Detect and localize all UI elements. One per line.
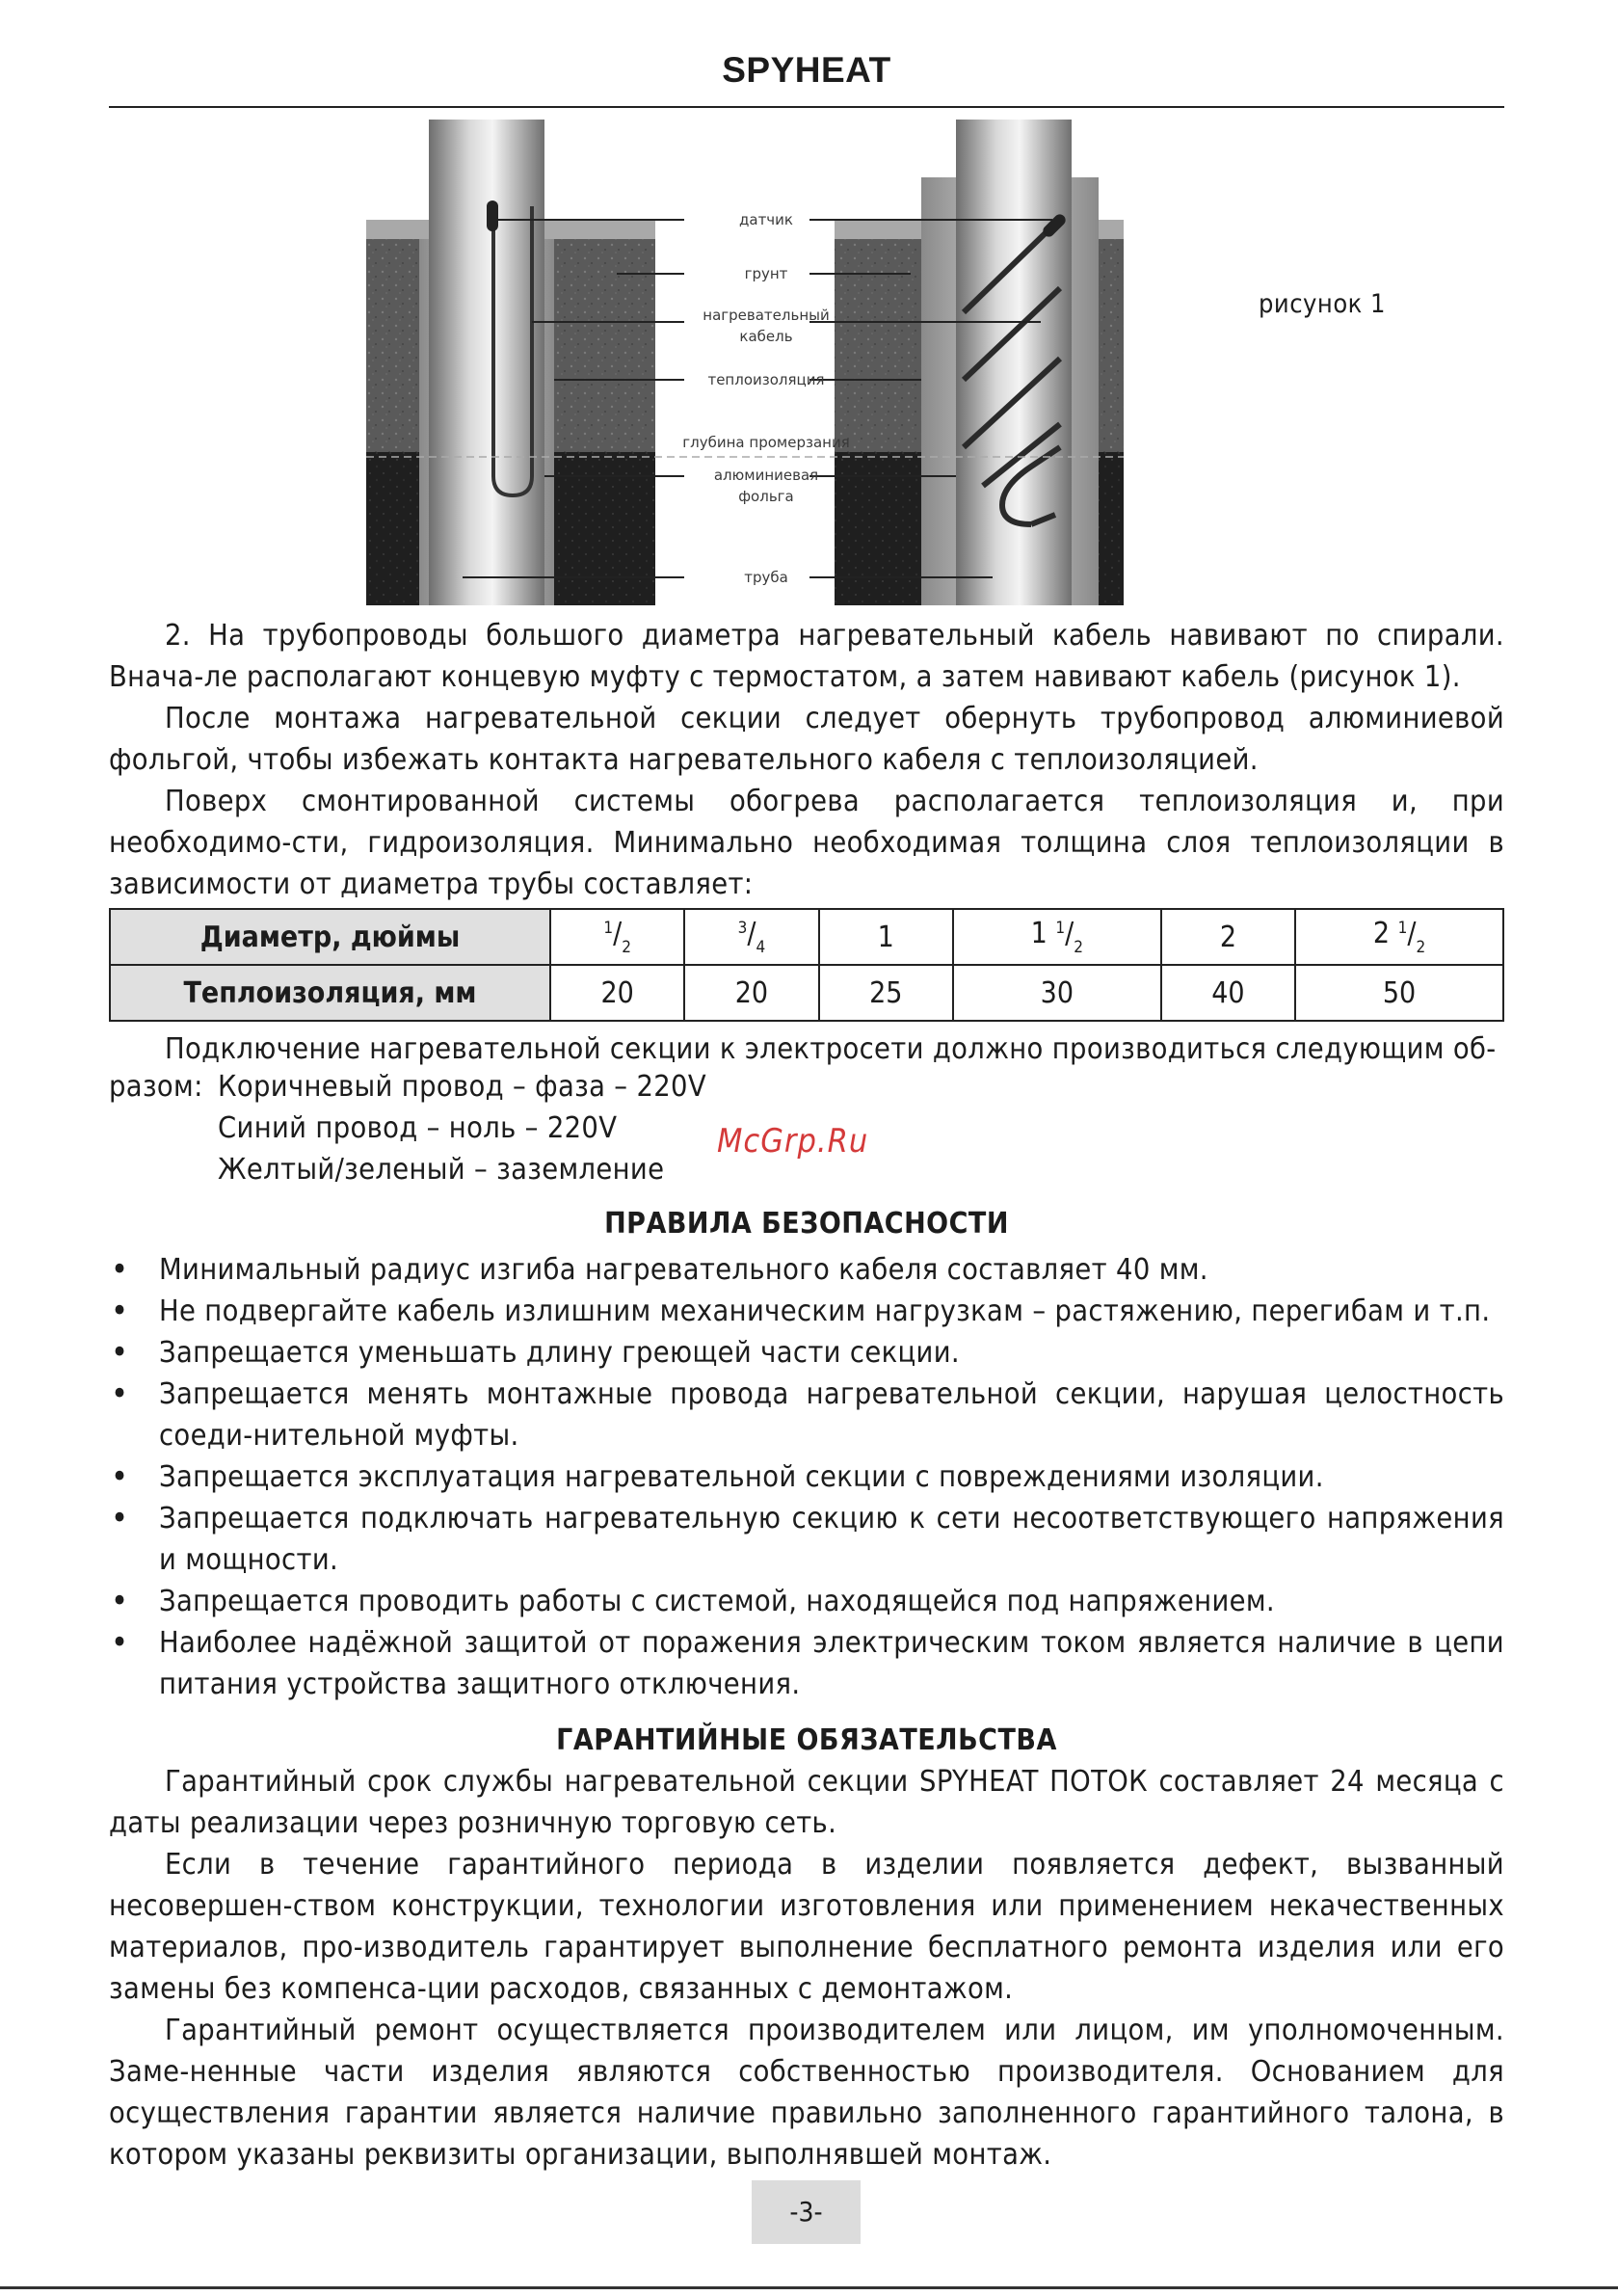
label-sensor: датчик xyxy=(739,211,793,228)
label-foil-line1: алюминиевая xyxy=(713,467,819,484)
warranty-paragraph-3: Гарантийный ремонт осуществляется производителем или лицом, им уполномоченным. Заме-ненные части изделия являются собственностью производителя. Основанием для осуществления гарантии является наличие правильно заполненного гарантийного талона, в котором указаны реквизиты организации, выполнявшей монтаж. xyxy=(109,2014,1504,2172)
figure-caption: рисунок 1 xyxy=(1259,289,1387,319)
intro-paragraph-2: После монтажа нагревательной секции следует обернуть трубопровод алюминиевой фольгой, чтобы избежать контакта нагревательного кабеля с теплоизоляцией. xyxy=(109,702,1504,777)
table-cell-diameter: 2 xyxy=(1161,909,1295,965)
table-cell-diameter: $^3/_4$ xyxy=(684,909,818,965)
brand-header: SPYHEAT xyxy=(722,50,891,90)
table-cell-thickness: 50 xyxy=(1295,965,1503,1021)
safety-list xyxy=(109,1249,1504,1705)
left-diagram xyxy=(366,120,655,605)
table-cell-diameter: 1 $^1/_2$ xyxy=(953,909,1161,965)
label-cable-line2: кабель xyxy=(739,328,793,345)
table-cell-diameter: 2 $^1/_2$ xyxy=(1295,909,1503,965)
table-header-diameter: Диаметр, дюймы xyxy=(110,909,550,965)
table-cell-diameter: $^1/_2$ xyxy=(550,909,684,965)
wiring-lead: разом: xyxy=(109,1070,203,1104)
wire-yellow-green: Желтый/зеленый – заземление xyxy=(218,1153,665,1187)
table-cell-thickness: 40 xyxy=(1161,965,1295,1021)
safety-title: ПРАВИЛА БЕЗОПАСНОСТИ xyxy=(604,1207,1009,1241)
table-row-diameter xyxy=(110,909,1503,965)
list-item: • Минимальный радиус изгиба нагревательного кабеля составляет 40 мм. xyxy=(109,1249,1504,1291)
list-item: • Запрещается проводить работы с системой, находящейся под напряжением. xyxy=(109,1581,1504,1622)
header-divider xyxy=(109,106,1504,108)
warranty-title: ГАРАНТИЙНЫЕ ОБЯЗАТЕЛЬСТВА xyxy=(556,1723,1057,1757)
label-pipe: труба xyxy=(744,569,788,586)
pipe-heating-figure xyxy=(366,120,1124,605)
right-diagram xyxy=(835,120,1124,605)
watermark: McGrp.Ru xyxy=(717,1122,869,1161)
label-soil: грунт xyxy=(744,265,788,282)
table-cell-thickness: 20 xyxy=(684,965,818,1021)
wiring-intro: Подключение нагревательной секции к электросети должно производиться следующим об- xyxy=(165,1032,1497,1066)
table-row-thickness xyxy=(110,965,1503,1021)
list-item: • Запрещается менять монтажные провода нагревательной секции, нарушая целостность соеди-нительной муфты. xyxy=(109,1374,1504,1456)
list-item: • Не подвергайте кабель излишним механическим нагрузкам – растяжению, перегибам и т.п. xyxy=(109,1291,1504,1332)
table-cell-thickness: 20 xyxy=(550,965,684,1021)
label-freeze-depth: глубина промерзания xyxy=(682,434,850,451)
label-foil-line2: фольга xyxy=(738,488,794,505)
list-item: • Запрещается подключать нагревательную секцию к сети несоответствующего напряжения и мощности. xyxy=(109,1498,1504,1581)
wire-blue: Синий провод – ноль – 220V xyxy=(218,1111,618,1145)
intro-paragraph-1: 2. На трубопроводы большого диаметра нагревательный кабель навивают по спирали. Внача-ле располагают концевую муфту с термостатом, а затем навивают кабель (рисунок 1). xyxy=(109,619,1504,694)
bottom-divider xyxy=(0,2286,1618,2289)
list-item: • Запрещается эксплуатация нагревательной секции с повреждениями изоляции. xyxy=(109,1456,1504,1498)
intro-paragraph-3: Поверх смонтированной системы обогрева располагается теплоизоляция и, при необходимо-сти, гидроизоляция. Минимально необходимая толщина слоя теплоизоляции в зависимости от диаметра трубы составляет: xyxy=(109,785,1504,901)
page-number: -3- xyxy=(752,2180,861,2244)
label-cable-line1: нагревательный xyxy=(703,307,830,324)
insulation-table xyxy=(109,908,1504,1022)
label-insulation: теплоизоляция xyxy=(707,371,825,388)
list-item: • Запрещается уменьшать длину греющей части секции. xyxy=(109,1332,1504,1374)
wire-brown: Коричневый провод – фаза – 220V xyxy=(218,1070,706,1104)
table-cell-diameter: 1 xyxy=(819,909,953,965)
intro-text xyxy=(109,615,1504,905)
warranty-paragraph-2: Если в течение гарантийного периода в изделии появляется дефект, вызванный несовершен-ством конструкции, технологии изготовления или применением некачественных материалов, про-изводитель гарантирует выполнение бесплатного ремонта изделия или его замены без компенса-ции расходов, связанных с демонтажом. xyxy=(109,1848,1504,2006)
wiring-instructions xyxy=(109,1028,1504,1070)
warranty-paragraph-1: Гарантийный срок службы нагревательной секции SPYHEAT ПОТОК составляет 24 месяца с даты реализации через розничную торговую сеть. xyxy=(109,1765,1504,1840)
table-cell-thickness: 25 xyxy=(819,965,953,1021)
table-header-thickness: Теплоизоляция, мм xyxy=(110,965,550,1021)
table-cell-thickness: 30 xyxy=(953,965,1161,1021)
list-item: • Наиболее надёжной защитой от поражения электрическим током является наличие в цепи питания устройства защитного отключения. xyxy=(109,1622,1504,1705)
warranty-text xyxy=(109,1761,1504,2176)
